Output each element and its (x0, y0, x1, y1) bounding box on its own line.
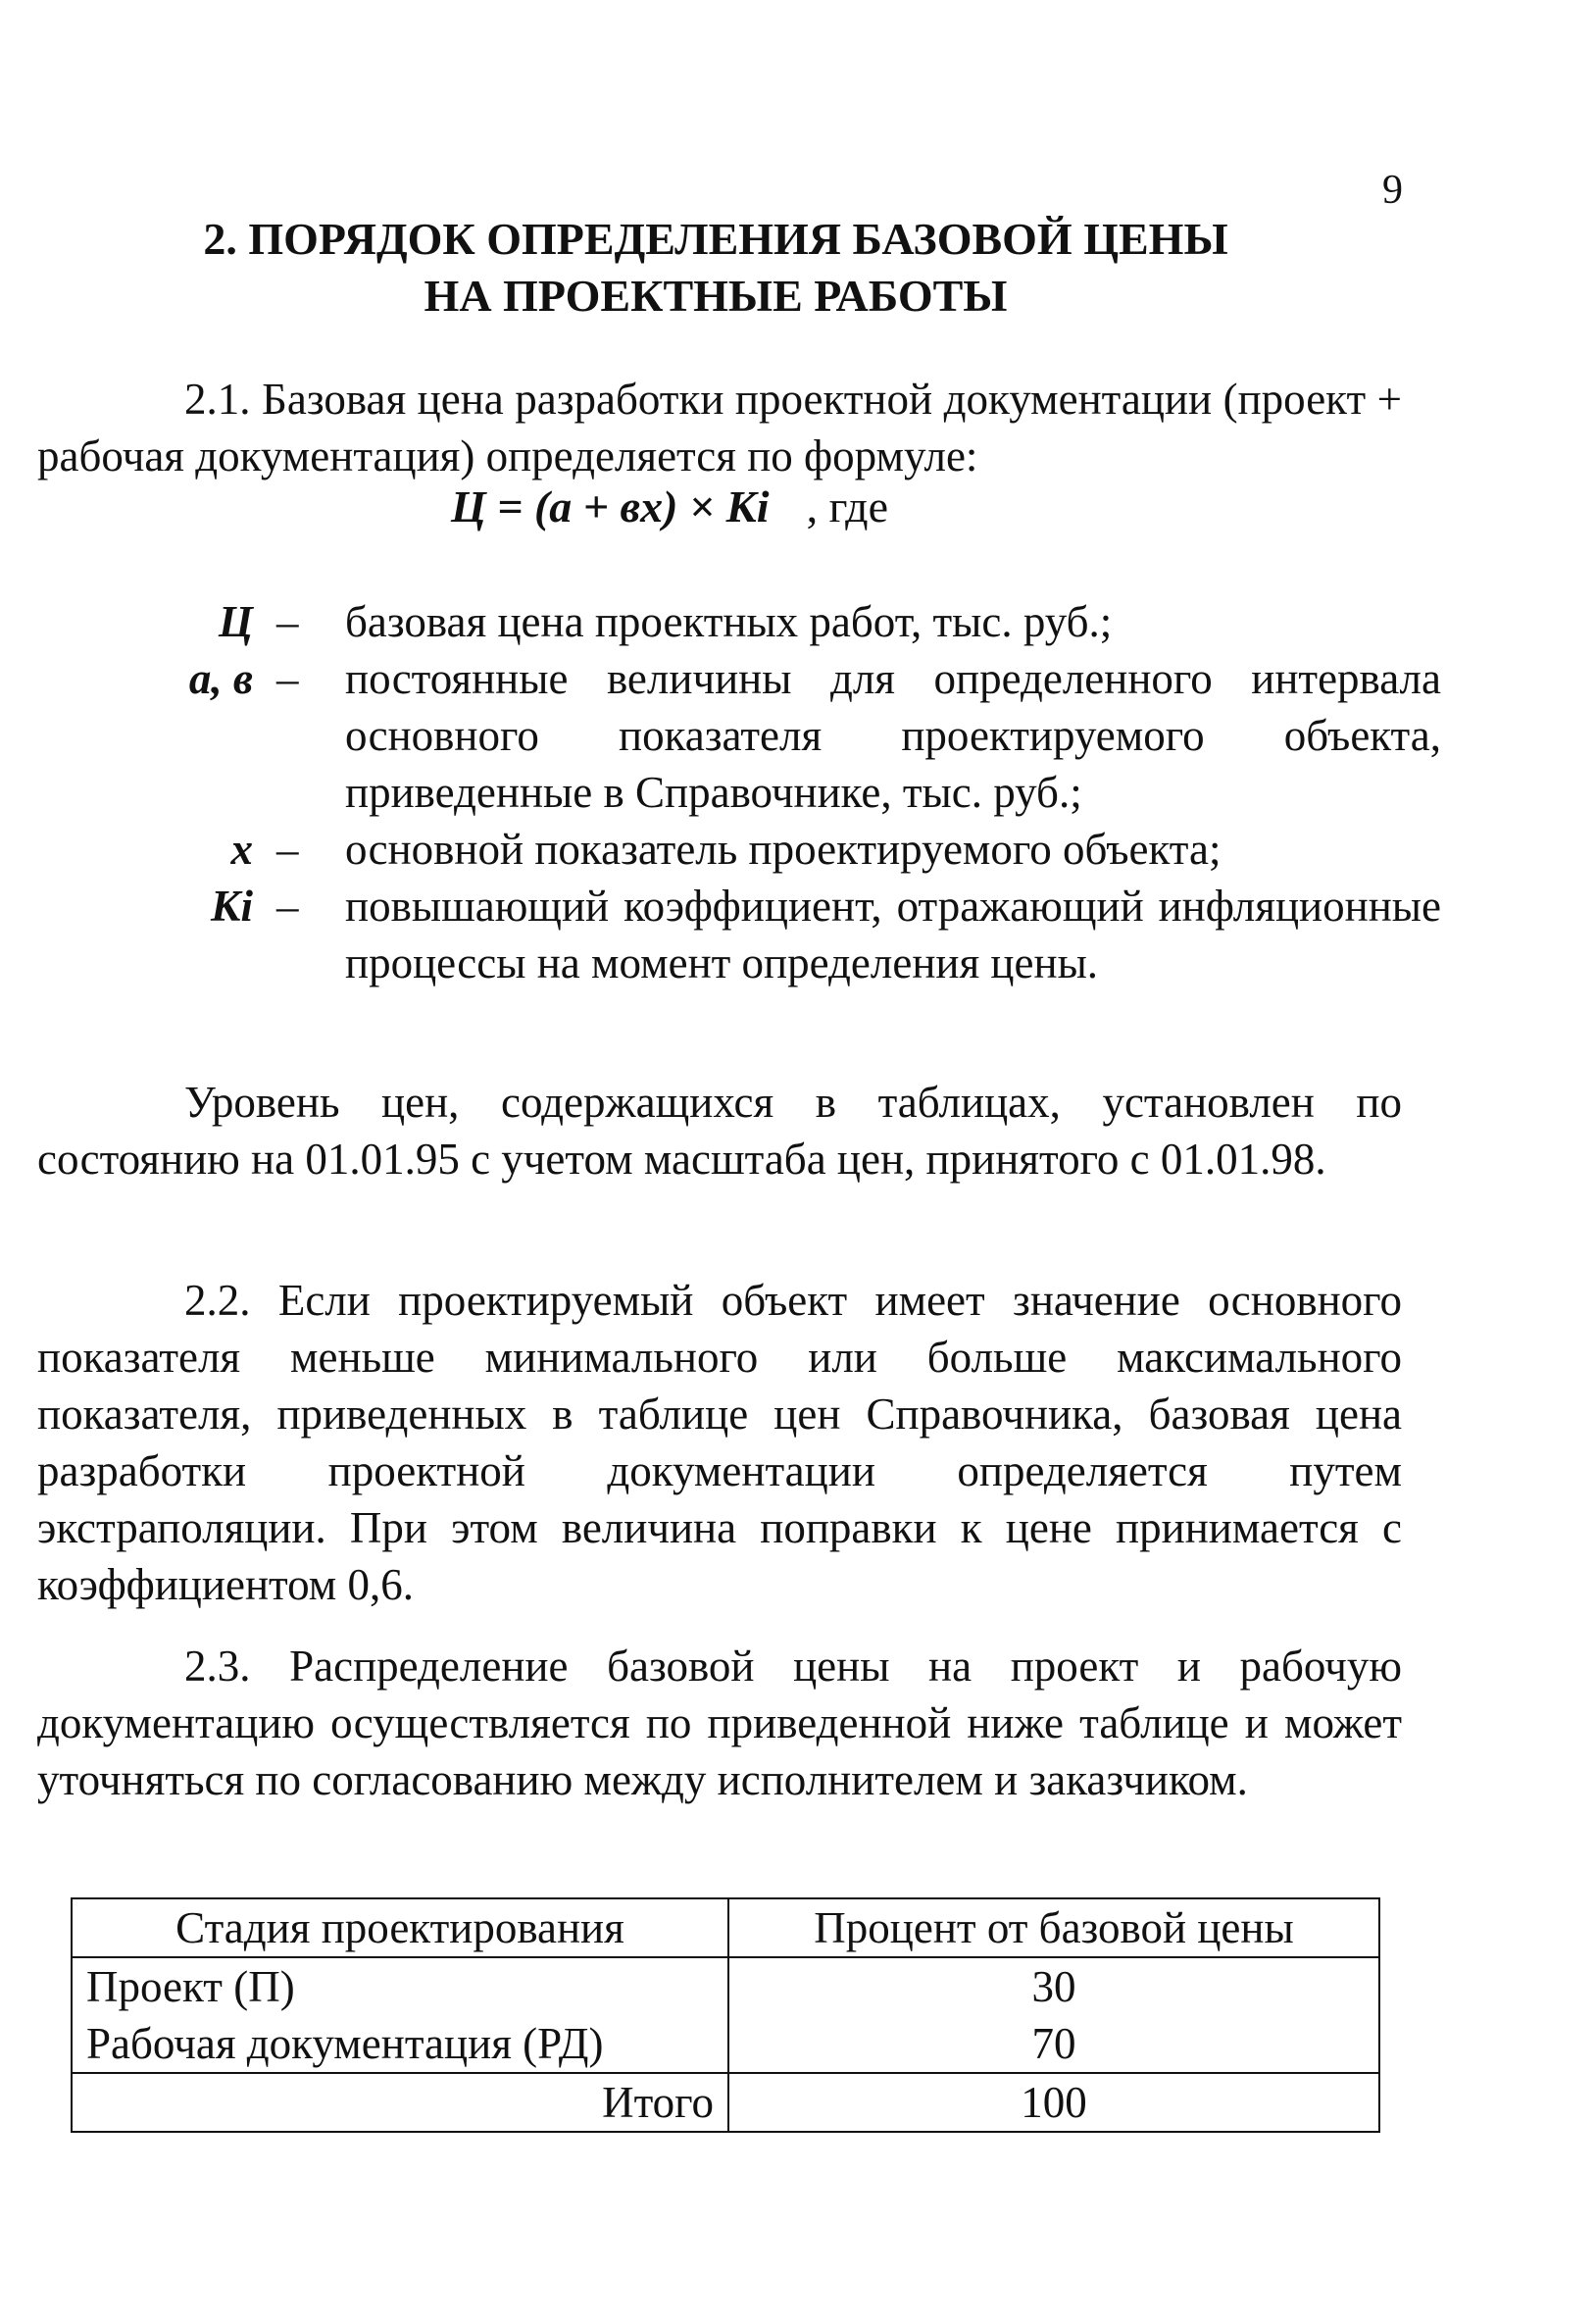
header-percent: Процент от базовой цены (728, 1898, 1379, 1957)
cell-total-percent: 100 (728, 2073, 1379, 2132)
definition-dash: – (276, 882, 299, 931)
page-number: 9 (1382, 168, 1403, 213)
formula-expression: Ц = (а + вх) × Кi (451, 481, 770, 531)
cell-percent: 70 (728, 2015, 1379, 2073)
price-formula (451, 480, 888, 532)
definitions-list (0, 593, 1596, 991)
definition-dash: – (276, 825, 299, 874)
cell-stage: Рабочая документация (РД) (72, 2015, 728, 2073)
stage-distribution-table (71, 1897, 1380, 2133)
paragraph-price-level: Уровень цен, содержащихся в таблицах, установлен по состоянию на 01.01.95 с учетом масштаба цен, принятого с 01.01.98. (37, 1078, 1402, 1184)
definition-symbol: х (230, 825, 253, 874)
cell-stage: Проект (П) (72, 1957, 728, 2015)
definition-dash: – (276, 654, 299, 703)
section-heading (0, 211, 1431, 325)
definition-text: повышающий коэффициент, отражающий инфляционные процессы на момент определения цены. (345, 882, 1441, 987)
paragraph-2-1: 2.1. Базовая цена разработки проектной документации (проект + рабочая документация) определяется по формуле: (37, 375, 1402, 480)
cell-total-label: Итого (72, 2073, 728, 2132)
heading-line-1: 2. ПОРЯДОК ОПРЕДЕЛЕНИЯ БАЗОВОЙ ЦЕНЫ (203, 214, 1228, 264)
cell-percent: 30 (728, 1957, 1379, 2015)
paragraph-2-3: 2.3. Распределение базовой цены на проект и рабочую документацию осуществляется по приведенной ниже таблице и может уточняться по согласованию между исполнителем и заказчиком. (37, 1642, 1402, 1804)
table-total-row (72, 2073, 1379, 2132)
definition-item (0, 650, 1596, 821)
table-row (72, 1957, 1379, 2015)
definition-item (0, 821, 1596, 878)
definition-symbol: Ц (218, 597, 253, 646)
definition-symbol: Кi (210, 882, 253, 931)
definition-item (0, 593, 1596, 650)
table-header-row (72, 1898, 1379, 1957)
definition-item (0, 878, 1596, 991)
paragraph-2-2: 2.2. Если проектируемый объект имеет значение основного показателя меньше минимального или больше максимального показателя, приведенных в таблице цен Справочника, базовая цена разработки проектной документации определяется путем экстраполяции. При этом величина поправки к цене принимается с коэффициентом 0,6. (37, 1276, 1402, 1609)
definition-text: основной показатель проектируемого объекта; (345, 825, 1222, 874)
definition-text: базовая цена проектных работ, тыс. руб.; (345, 597, 1113, 646)
definition-text: постоянные величины для определенного интервала основного показателя проектируемого объекта, приведенные в Справочнике, тыс. руб.; (345, 654, 1441, 817)
table-row (72, 2015, 1379, 2073)
formula-where: , где (806, 481, 888, 531)
heading-line-2: НА ПРОЕКТНЫЕ РАБОТЫ (424, 271, 1008, 321)
definition-dash: – (276, 597, 299, 646)
definition-symbol: а, в (188, 654, 253, 703)
header-stage: Стадия проектирования (72, 1898, 728, 1957)
